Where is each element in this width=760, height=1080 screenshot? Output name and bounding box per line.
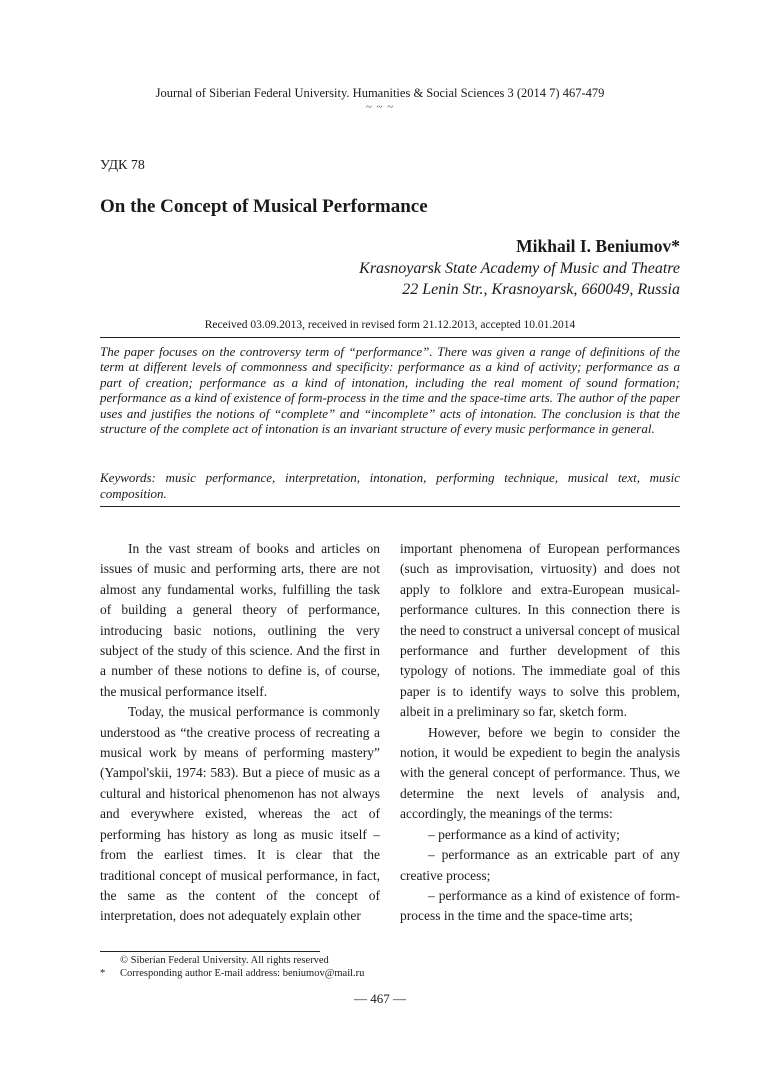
list-item: – performance as a kind of activity; bbox=[428, 826, 620, 842]
list-item: – performance as a kind of existence of form-process in the time and the space-time arts; bbox=[400, 887, 680, 924]
abstract-bottom-rule bbox=[100, 506, 680, 507]
abstract: The paper focuses on the controversy term of “performance”. There was given a range of definitions of the term at different levels of commonness and specificity: performance as a kind of activity; performance as a part of creation; performance as a kind of intonation, including the real moment of sound formation; performance as a kind of existence of form-process in the time and the space-time arts. The author of the paper uses and justifies the notions of “complete” and “incomplete” acts of intonation. The conclusion is that the structure of the complete act of intonation is an invariant structure of every music performance in general. bbox=[100, 344, 680, 437]
body-column-right bbox=[400, 539, 680, 927]
paragraph: Today, the musical performance is commonly understood as “the creative process of recreating a musical work by means of performing mastery” (Yampol'skii, 1974: 583). But a piece of music as a cultural and historical phenomenon has not always and everywhere existed, whereas the act of performing has history as long as music itself – from the earliest times. It is clear that the traditional concept of musical performance, in fact, the same as the content of the concept of interpretation, does not adequately explain other bbox=[100, 704, 380, 924]
received-dates: Received 03.09.2013, received in revised form 21.12.2013, accepted 10.01.2014 bbox=[204, 319, 576, 331]
footnote-author bbox=[100, 967, 364, 980]
keywords: Keywords: music performance, interpretation, intonation, performing technique, musical text, music composition. bbox=[100, 470, 680, 501]
paragraph: In the vast stream of books and articles on issues of music and performing arts, there are not almost any fundamental works, fulfilling the task of building a general theory of performance, introducing basic notions, outlining the very subject of the study of this science. And the first in a number of these notions to define is, of course, the musical performance itself. bbox=[100, 541, 380, 699]
author-name: Mikhail I. Beniumov* bbox=[516, 236, 680, 256]
list-item: – performance as an extricable part of any creative process; bbox=[400, 847, 680, 883]
footnote-rule bbox=[100, 951, 320, 952]
journal-header: Journal of Siberian Federal University. Humanities & Social Sciences 3 (2014 7) 467-479 bbox=[155, 86, 605, 100]
footnote-copyright bbox=[100, 954, 364, 967]
author-block bbox=[80, 235, 680, 300]
udk-code: УДК 78 bbox=[100, 158, 145, 173]
footnote-mark: * bbox=[100, 968, 106, 979]
footnotes bbox=[100, 954, 364, 980]
abstract-top-rule bbox=[100, 337, 680, 338]
paragraph: important phenomena of European performances (such as improvisation, virtuosity) and does not apply to folklore and extra-European musical-performance cultures. In this connection there is the need to construct a universal concept of musical performance and further development of this typology of notions. The immediate goal of this paper is to identify ways to solve this problem, albeit in a preliminary so far, sketch form. bbox=[400, 541, 680, 720]
author-email-text: Corresponding author E-mail address: beniumov@mail.ru bbox=[120, 968, 365, 979]
affiliation-line-1: Krasnoyarsk State Academy of Music and Theatre bbox=[359, 260, 680, 277]
body-column-left bbox=[100, 539, 380, 927]
page-number: — 467 — bbox=[354, 991, 406, 1006]
copyright-text: © Siberian Federal University. All rights reserved bbox=[120, 955, 329, 966]
paragraph: However, before we begin to consider the notion, it would be expedient to begin the analysis with the general concept of performance. Thus, we determine the next levels of analysis and, accordingly, the meanings of the terms: bbox=[400, 724, 680, 822]
header-separator: ~ ~ ~ bbox=[365, 101, 395, 113]
affiliation-line-2: 22 Lenin Str., Krasnoyarsk, 660049, Russia bbox=[402, 281, 680, 298]
article-title: On the Concept of Musical Performance bbox=[100, 196, 428, 217]
